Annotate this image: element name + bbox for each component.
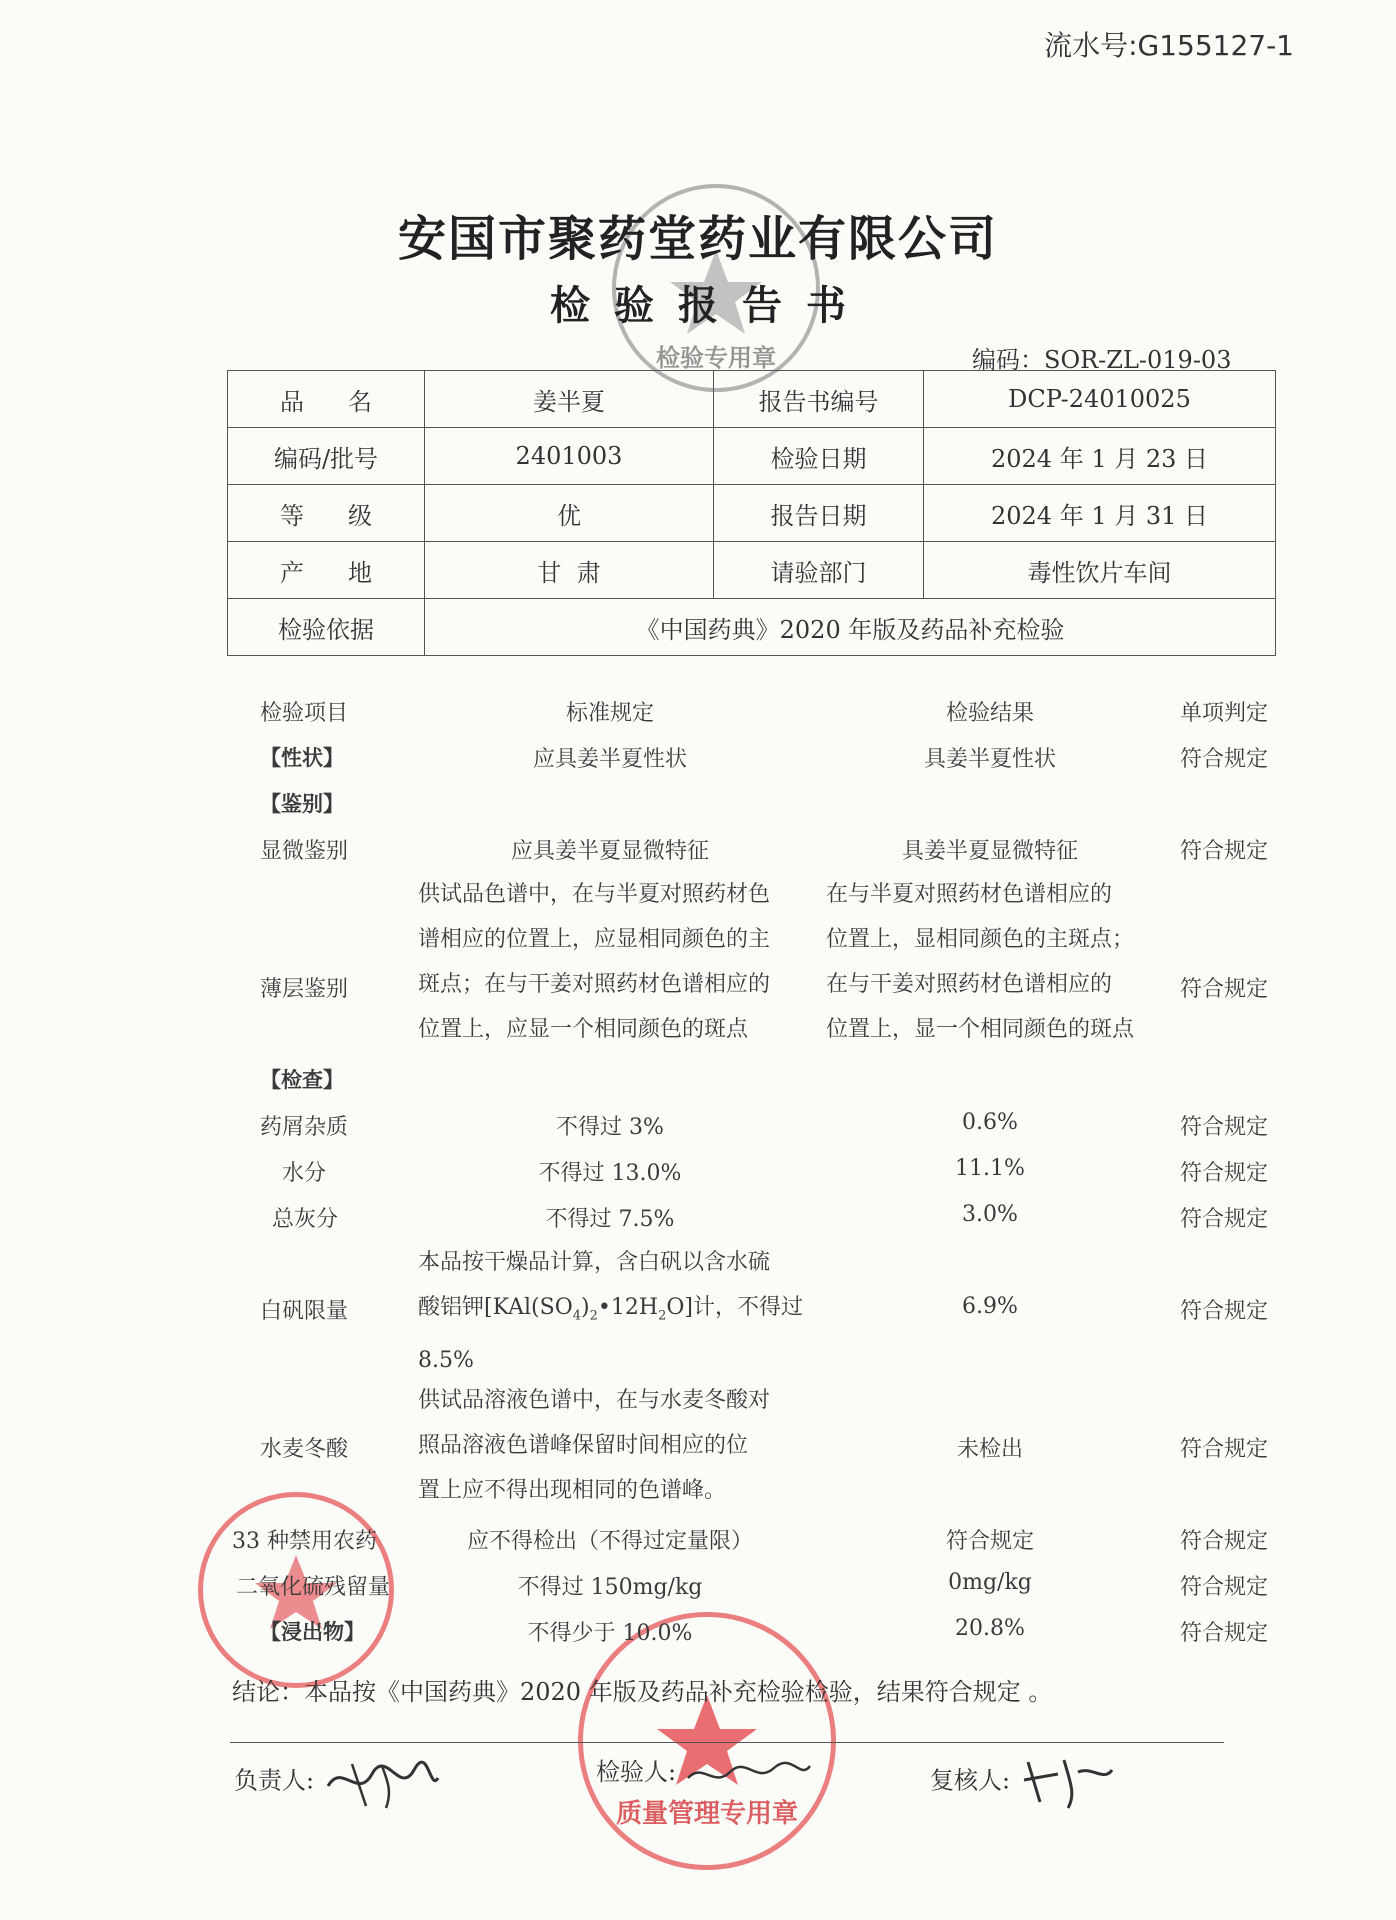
tacrine-standard [418, 1378, 770, 1513]
basis-value: 《中国药典》2020 年版及药品补充检验 [425, 599, 1276, 656]
impurity-result: 0.6% [962, 1110, 1018, 1135]
micro-judgement: 符合规定 [1180, 839, 1269, 864]
pesticide-standard: 应不得检出（不得过定量限） [466, 1529, 753, 1554]
report-date-value: 2024 年 1 月 31 日 [924, 485, 1276, 542]
ash-result: 3.0% [962, 1202, 1018, 1227]
alum-formula-part: O]计，不得过 [666, 1295, 803, 1320]
handwritten-signature-icon [322, 1752, 442, 1812]
batch-value: 2401003 [425, 428, 714, 485]
alum-formula-sub: 2 [658, 1308, 667, 1324]
reviewer-signature [930, 1752, 1118, 1812]
info-row [228, 428, 1276, 485]
section-extract: 【浸出物】 [260, 1620, 365, 1644]
report-date-label: 报告日期 [714, 485, 924, 542]
tlc-standard-line: 谱相应的位置上，应显相同颜色的主 [418, 927, 771, 952]
dept-label: 请验部门 [714, 542, 924, 599]
origin-label: 产地 [228, 542, 425, 599]
character-standard: 应具姜半夏性状 [532, 747, 687, 772]
impurity-standard: 不得过 3% [556, 1115, 664, 1140]
alum-item: 白矾限量 [260, 1299, 349, 1324]
pesticide-judgement: 符合规定 [1180, 1529, 1269, 1554]
info-table [227, 370, 1276, 656]
info-row [228, 371, 1276, 428]
so2-standard: 不得过 150mg/kg [517, 1575, 703, 1600]
alum-standard-line: 8.5% [418, 1348, 474, 1374]
pesticide-item: 33 种禁用农药 [232, 1529, 377, 1554]
tlc-standard-line: 位置上，应显一个相同颜色的斑点 [418, 1017, 749, 1042]
report-no-value: DCP-24010025 [924, 371, 1276, 428]
micro-standard: 应具姜半夏显微特征 [510, 839, 709, 864]
section-identification: 【鉴别】 [260, 792, 344, 816]
alum-standard-line: 本品按干燥品计算，含白矾以含水硫 [418, 1250, 771, 1275]
quality-stamp [578, 1612, 836, 1870]
report-title: 检验报告书 [550, 282, 870, 329]
section-character: 【性状】 [260, 746, 344, 770]
tlc-result-line: 位置上，显相同颜色的主斑点； [826, 927, 1135, 952]
alum-result: 6.9% [962, 1294, 1018, 1319]
pesticide-result: 符合规定 [945, 1529, 1034, 1554]
section-check: 【检查】 [260, 1068, 344, 1092]
tlc-result [826, 872, 1134, 1052]
so2-result: 0mg/kg [948, 1570, 1032, 1595]
company-name: 安国市聚药堂药业有限公司 [397, 211, 998, 267]
alum-formula-part: ) [581, 1295, 590, 1320]
origin-value: 甘 肃 [425, 542, 714, 599]
inspection-stamp-text: 检验专用章 [656, 343, 776, 372]
form-code: 编码：SOR-ZL-019-03 [972, 346, 1232, 374]
signature-divider [230, 1742, 1224, 1743]
impurity-item: 药屑杂质 [260, 1115, 349, 1140]
grade-label: 等级 [228, 485, 425, 542]
handwritten-signature-icon [1018, 1752, 1118, 1812]
tacrine-standard-line: 置上应不得出现相同的色谱峰。 [418, 1478, 727, 1503]
tlc-result-line: 在与半夏对照药材色谱相应的 [826, 882, 1113, 907]
tacrine-standard-line: 照品溶液色谱峰保留时间相应的位 [418, 1433, 749, 1458]
alum-standard-line [418, 1285, 803, 1338]
extract-standard: 不得少于 10.0% [527, 1621, 693, 1646]
tlc-standard-line: 斑点；在与干姜对照药材色谱相应的 [418, 972, 771, 997]
character-judgement: 符合规定 [1180, 747, 1269, 772]
inspector-label: 检验人: [596, 1758, 677, 1786]
so2-judgement: 符合规定 [1180, 1575, 1269, 1600]
reviewer-label: 复核人: [930, 1766, 1011, 1795]
test-date-value: 2024 年 1 月 23 日 [924, 428, 1276, 485]
ash-item: 总灰分 [272, 1207, 339, 1232]
alum-formula-part: •12H [597, 1295, 659, 1320]
alum-formula-sub: 4 [572, 1308, 582, 1324]
tacrine-judgement: 符合规定 [1180, 1437, 1269, 1462]
alum-formula-part: 酸铝钾[KAl(SO [418, 1295, 573, 1320]
handwritten-signature-icon [684, 1754, 814, 1794]
col-judgement: 单项判定 [1180, 701, 1269, 726]
inspector-signature [596, 1752, 814, 1794]
responsible-signature [234, 1752, 442, 1812]
micro-result: 具姜半夏显微特征 [901, 839, 1078, 864]
report-no-label: 报告书编号 [714, 371, 924, 428]
impurity-judgement: 符合规定 [1180, 1115, 1269, 1140]
so2-item: 二氧化硫残留量 [236, 1575, 391, 1600]
tacrine-standard-line: 供试品溶液色谱中，在与水麦冬酸对 [418, 1388, 771, 1413]
ash-standard: 不得过 7.5% [545, 1207, 675, 1232]
tacrine-result: 未检出 [956, 1437, 1023, 1462]
water-item: 水分 [282, 1161, 327, 1186]
col-standard: 标准规定 [565, 701, 654, 726]
serial-number: 流水号:G155127-1 [1044, 29, 1294, 62]
tlc-judgement: 符合规定 [1180, 977, 1269, 1002]
tlc-item: 薄层鉴别 [260, 977, 349, 1002]
batch-label: 编码/批号 [228, 428, 425, 485]
character-result: 具姜半夏性状 [923, 747, 1056, 772]
extract-judgement: 符合规定 [1180, 1621, 1269, 1646]
conclusion: 结论：本品按《中国药典》2020 年版及药品补充检验检验，结果符合规定 。 [232, 1678, 1053, 1706]
info-row [228, 542, 1276, 599]
quality-stamp-text: 质量管理专用章 [615, 1799, 798, 1829]
test-date-label: 检验日期 [714, 428, 924, 485]
grade-value: 优 [425, 485, 714, 542]
ash-judgement: 符合规定 [1180, 1207, 1269, 1232]
dept-value: 毒性饮片车间 [924, 542, 1276, 599]
info-row [228, 599, 1276, 656]
tlc-result-line: 位置上，显一个相同颜色的斑点 [826, 1017, 1135, 1042]
micro-item: 显微鉴别 [260, 839, 349, 864]
water-judgement: 符合规定 [1180, 1161, 1269, 1186]
water-result: 11.1% [955, 1156, 1025, 1181]
col-item: 检验项目 [260, 701, 349, 726]
extract-result: 20.8% [955, 1616, 1025, 1641]
tlc-standard [418, 872, 770, 1052]
responsible-label: 负责人: [234, 1766, 315, 1795]
tlc-standard-line: 供试品色谱中，在与半夏对照药材色 [418, 882, 771, 907]
alum-standard [418, 1240, 803, 1383]
product-value: 姜半夏 [425, 371, 714, 428]
alum-formula-sub: 2 [589, 1308, 598, 1324]
water-standard: 不得过 13.0% [538, 1161, 682, 1186]
tacrine-item: 水麦冬酸 [260, 1437, 349, 1462]
col-result: 检验结果 [945, 701, 1034, 726]
tlc-result-line: 在与干姜对照药材色谱相应的 [826, 972, 1113, 997]
product-label: 品名 [228, 371, 425, 428]
basis-label: 检验依据 [228, 599, 425, 656]
info-row [228, 485, 1276, 542]
alum-judgement: 符合规定 [1180, 1299, 1269, 1324]
